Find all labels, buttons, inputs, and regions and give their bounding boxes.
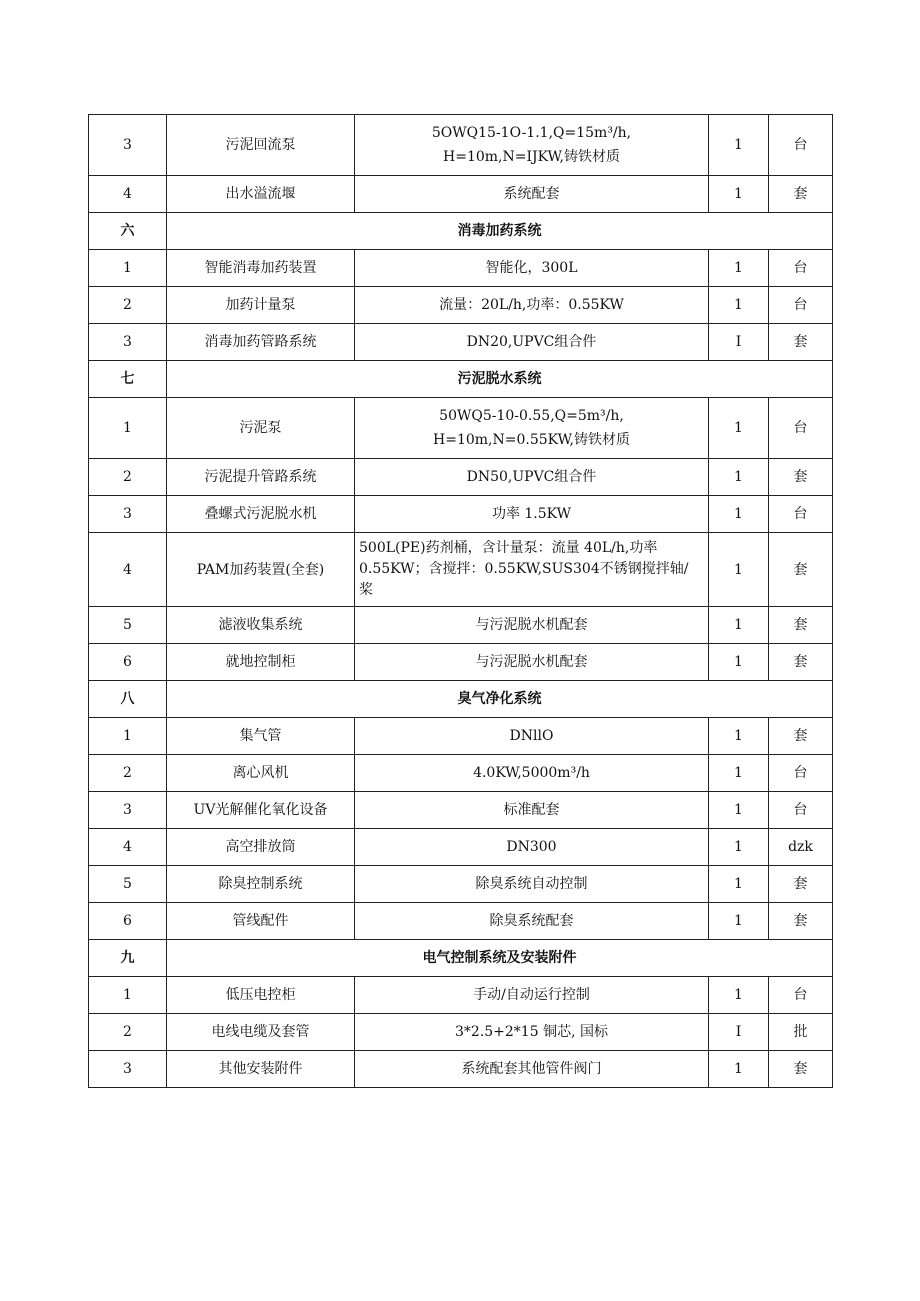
- item-quantity: 1: [709, 792, 769, 829]
- item-name: PAM加药装置(全套): [167, 533, 355, 607]
- item-unit: 台: [769, 496, 833, 533]
- table-row: [89, 115, 833, 176]
- table-row: [89, 607, 833, 644]
- item-spec: [355, 176, 709, 213]
- item-name: 加药计量泵: [167, 287, 355, 324]
- item-quantity: 1: [709, 287, 769, 324]
- section-title: 污泥脱水系统: [167, 361, 833, 398]
- item-quantity: 1: [709, 459, 769, 496]
- equipment-table: [88, 114, 833, 1088]
- item-unit: 套: [769, 176, 833, 213]
- item-name: 消毒加药管路系统: [167, 324, 355, 361]
- table-row: [89, 866, 833, 903]
- equipment-table-body: [89, 115, 833, 1088]
- item-unit: dzk: [769, 829, 833, 866]
- spec-line: 标准配套: [503, 802, 560, 818]
- item-name: 出水溢流堰: [167, 176, 355, 213]
- item-number: 3: [89, 496, 167, 533]
- section-title: 臭气净化系统: [167, 681, 833, 718]
- spec-line: 500L(PE)药剂桶，含计量泵：流量 40L/h,功率: [359, 540, 658, 556]
- item-spec: [355, 903, 709, 940]
- spec-line: DNllO: [509, 728, 554, 744]
- item-spec: [355, 644, 709, 681]
- item-quantity: 1: [709, 176, 769, 213]
- item-spec: [355, 398, 709, 459]
- item-quantity: I: [709, 324, 769, 361]
- item-unit: 套: [769, 903, 833, 940]
- item-unit: 台: [769, 792, 833, 829]
- item-name: 污泥回流泵: [167, 115, 355, 176]
- item-number: 1: [89, 250, 167, 287]
- item-name: 集气管: [167, 718, 355, 755]
- table-row: [89, 324, 833, 361]
- item-spec: [355, 533, 709, 607]
- table-row: [89, 755, 833, 792]
- table-row: [89, 398, 833, 459]
- item-quantity: 1: [709, 496, 769, 533]
- section-header-row: [89, 940, 833, 977]
- item-name: 滤液收集系统: [167, 607, 355, 644]
- item-unit: 套: [769, 644, 833, 681]
- item-spec: [355, 250, 709, 287]
- item-number: 5: [89, 607, 167, 644]
- item-number: 1: [89, 398, 167, 459]
- spec-line: 桨: [359, 582, 373, 598]
- item-spec: [355, 607, 709, 644]
- section-number: 七: [89, 361, 167, 398]
- item-number: 3: [89, 324, 167, 361]
- item-number: 2: [89, 459, 167, 496]
- item-number: 1: [89, 977, 167, 1014]
- item-name: 污泥泵: [167, 398, 355, 459]
- item-unit: 台: [769, 115, 833, 176]
- table-row: [89, 1014, 833, 1051]
- item-name: 其他安装附件: [167, 1051, 355, 1088]
- table-row: [89, 718, 833, 755]
- item-number: 5: [89, 866, 167, 903]
- item-unit: 台: [769, 977, 833, 1014]
- table-row: [89, 644, 833, 681]
- item-number: 4: [89, 533, 167, 607]
- item-name: 除臭控制系统: [167, 866, 355, 903]
- spec-line: 智能化，300L: [485, 260, 578, 276]
- table-row: [89, 977, 833, 1014]
- spec-line: 50WQ5-10-0.55,Q=5m³/h,: [439, 408, 624, 424]
- item-unit: 套: [769, 459, 833, 496]
- item-quantity: 1: [709, 903, 769, 940]
- item-quantity: 1: [709, 866, 769, 903]
- item-number: 1: [89, 718, 167, 755]
- item-number: 6: [89, 644, 167, 681]
- item-unit: 套: [769, 1051, 833, 1088]
- spec-line: 功率 1.5KW: [491, 506, 572, 522]
- spec-line: 系统配套: [503, 186, 560, 202]
- item-spec: [355, 718, 709, 755]
- item-number: 2: [89, 755, 167, 792]
- item-name: 污泥提升管路系统: [167, 459, 355, 496]
- item-number: 3: [89, 1051, 167, 1088]
- item-unit: 套: [769, 533, 833, 607]
- item-name: 高空排放筒: [167, 829, 355, 866]
- table-row: [89, 287, 833, 324]
- item-unit: 套: [769, 718, 833, 755]
- item-spec: [355, 496, 709, 533]
- item-name: 电线电缆及套管: [167, 1014, 355, 1051]
- table-row: [89, 176, 833, 213]
- spec-line: 0.55KW；含搅拌：0.55KW,SUS304不锈钢搅拌轴/: [359, 561, 689, 577]
- item-quantity: 1: [709, 533, 769, 607]
- table-row: [89, 829, 833, 866]
- spec-line: 手动/自动运行控制: [473, 987, 590, 1003]
- section-number: 九: [89, 940, 167, 977]
- item-unit: 套: [769, 324, 833, 361]
- item-spec: [355, 287, 709, 324]
- item-number: 4: [89, 176, 167, 213]
- item-spec: [355, 866, 709, 903]
- section-header-row: [89, 681, 833, 718]
- item-spec: [355, 115, 709, 176]
- item-spec: [355, 1014, 709, 1051]
- item-unit: 台: [769, 287, 833, 324]
- item-name: 管线配件: [167, 903, 355, 940]
- item-quantity: I: [709, 1014, 769, 1051]
- item-spec: [355, 792, 709, 829]
- item-spec: [355, 459, 709, 496]
- spec-line: 与污泥脱水机配套: [475, 654, 588, 670]
- section-header-row: [89, 213, 833, 250]
- item-quantity: 1: [709, 977, 769, 1014]
- item-name: 离心风机: [167, 755, 355, 792]
- section-title: 电气控制系统及安装附件: [167, 940, 833, 977]
- item-name: 智能消毒加药装置: [167, 250, 355, 287]
- item-unit: 台: [769, 398, 833, 459]
- item-name: 就地控制柜: [167, 644, 355, 681]
- item-quantity: 1: [709, 718, 769, 755]
- item-spec: [355, 829, 709, 866]
- spec-line: DN50,UPVC组合件: [466, 469, 597, 485]
- item-spec: [355, 755, 709, 792]
- item-number: 4: [89, 829, 167, 866]
- item-name: 低压电控柜: [167, 977, 355, 1014]
- table-row: [89, 533, 833, 607]
- item-unit: 台: [769, 250, 833, 287]
- spec-line: 系统配套其他管件阀门: [461, 1061, 602, 1077]
- item-quantity: 1: [709, 829, 769, 866]
- spec-line: DN20,UPVC组合件: [466, 334, 597, 350]
- item-quantity: 1: [709, 398, 769, 459]
- spec-line: 3*2.5+2*15 铜芯, 国标: [455, 1024, 608, 1040]
- item-number: 2: [89, 287, 167, 324]
- item-number: 2: [89, 1014, 167, 1051]
- section-title: 消毒加药系统: [167, 213, 833, 250]
- item-unit: 套: [769, 866, 833, 903]
- item-unit: 套: [769, 607, 833, 644]
- section-header-row: [89, 361, 833, 398]
- section-number: 八: [89, 681, 167, 718]
- item-quantity: 1: [709, 644, 769, 681]
- spec-line: 5OWQ15-1O-1.1,Q=15m³/h,: [431, 125, 632, 141]
- item-quantity: 1: [709, 607, 769, 644]
- spec-line: 流量：20L/h,功率：0.55KW: [439, 297, 624, 313]
- table-row: [89, 496, 833, 533]
- table-row: [89, 792, 833, 829]
- item-quantity: 1: [709, 1051, 769, 1088]
- table-row: [89, 1051, 833, 1088]
- item-quantity: 1: [709, 115, 769, 176]
- item-quantity: 1: [709, 755, 769, 792]
- spec-line: DN300: [506, 839, 557, 855]
- spec-line: 与污泥脱水机配套: [475, 617, 588, 633]
- item-unit: 台: [769, 755, 833, 792]
- spec-line: 除臭系统配套: [489, 913, 574, 929]
- table-row: [89, 459, 833, 496]
- item-spec: [355, 324, 709, 361]
- item-spec: [355, 977, 709, 1014]
- spec-line: 4.0KW,5000m³/h: [473, 765, 590, 781]
- spec-line: 除臭系统自动控制: [475, 876, 588, 892]
- item-unit: 批: [769, 1014, 833, 1051]
- item-spec: [355, 1051, 709, 1088]
- item-name: UV光解催化氧化设备: [167, 792, 355, 829]
- spec-line: H=10m,N=0.55KW,铸铁材质: [433, 432, 630, 448]
- item-number: 6: [89, 903, 167, 940]
- section-number: 六: [89, 213, 167, 250]
- item-number: 3: [89, 792, 167, 829]
- table-row: [89, 250, 833, 287]
- item-quantity: 1: [709, 250, 769, 287]
- item-name: 叠螺式污泥脱水机: [167, 496, 355, 533]
- table-row: [89, 903, 833, 940]
- item-number: 3: [89, 115, 167, 176]
- spec-line: H=10m,N=IJKW,铸铁材质: [443, 149, 620, 165]
